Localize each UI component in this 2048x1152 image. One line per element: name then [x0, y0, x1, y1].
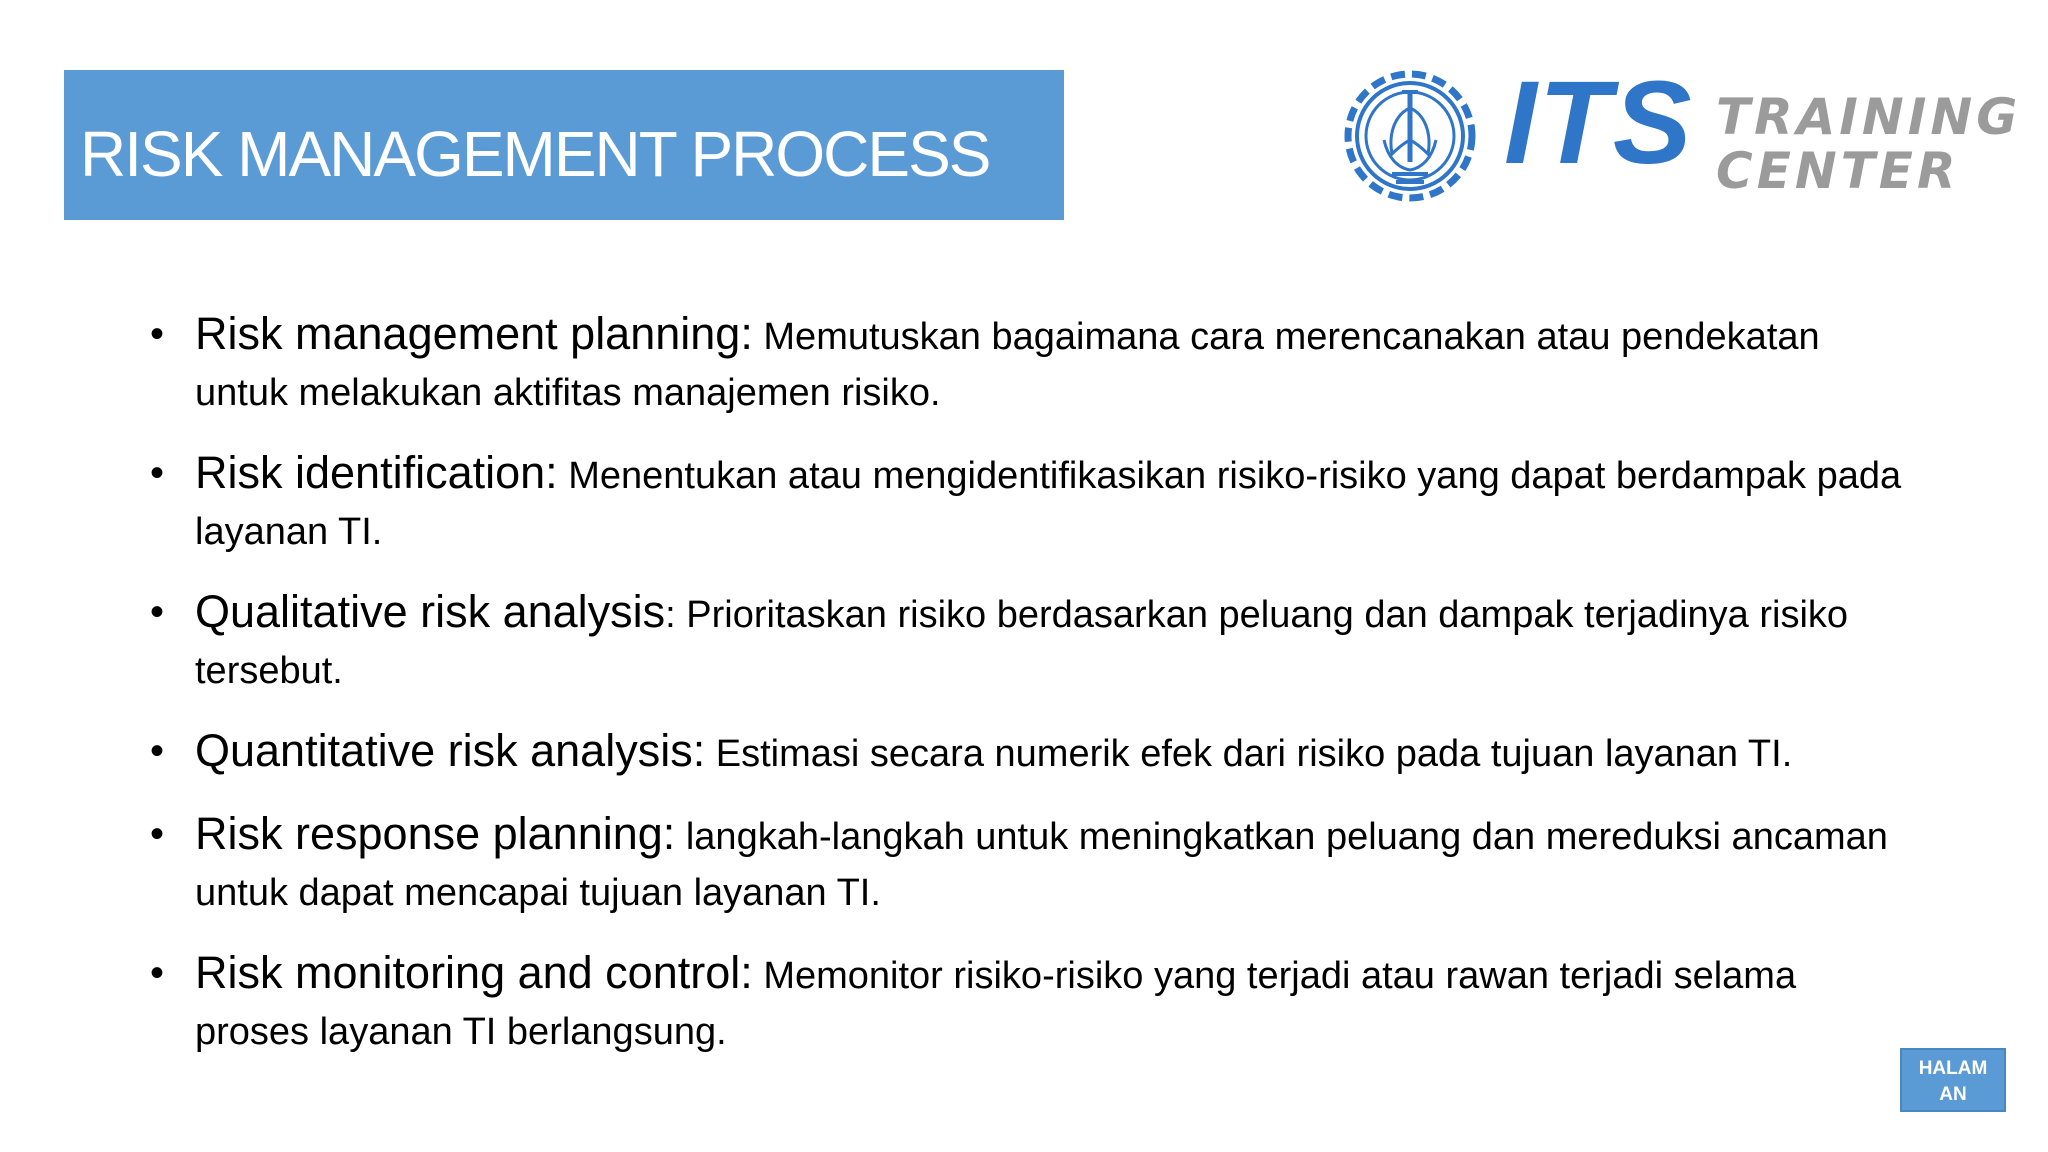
bullet-description: Estimasi secara numerik efek dari risiko pada tujuan layanan TI. [705, 733, 1793, 775]
logo-subtext-center: CENTER [1716, 142, 1960, 200]
bullet-icon: • [150, 590, 165, 634]
bullet-icon: • [150, 312, 165, 356]
bullet-icon: • [150, 729, 165, 773]
bullet-separator: : [692, 725, 706, 776]
bullet-description: Prioritaskan risiko berdasarkan peluang dan dampak terjadinya risiko tersebut. [195, 594, 1849, 692]
bullet-term: Risk management planning [195, 308, 741, 359]
title-banner [64, 70, 1064, 220]
list-item [150, 810, 1910, 925]
bullet-description: langkah-langkah untuk meningkatkan peluang dan mereduksi ancaman untuk dapat mencapai tujuan layanan TI. [195, 816, 1888, 914]
logo-subtext-training: TRAINING [1716, 88, 2022, 146]
list-item [150, 727, 1910, 786]
bullet-term: Risk response planning [195, 808, 663, 859]
bullet-icon: • [150, 451, 165, 495]
logo-wordmark: ITS [1504, 57, 1694, 189]
bullet-term: Risk identification [195, 447, 546, 498]
its-training-center-logo [1336, 57, 2022, 222]
bullet-icon: • [150, 812, 165, 856]
bullet-description: Memutuskan bagaimana cara merencanakan atau pendekatan untuk melakukan aktifitas manajemen risiko. [195, 316, 1820, 414]
list-item [150, 310, 1910, 425]
bullet-icon: • [150, 951, 165, 995]
list-item [150, 949, 1910, 1064]
bullet-description: Menentukan atau mengidentifikasikan risiko-risiko yang dapat berdampak pada layanan TI. [195, 455, 1902, 553]
bullet-term: Quantitative risk analysis [195, 725, 693, 776]
bullet-term: Risk monitoring and control [195, 947, 741, 998]
its-gear-emblem-icon [1336, 62, 1484, 210]
list-item [150, 588, 1910, 703]
bullet-list [150, 310, 1910, 1088]
bullet-separator: : [662, 808, 676, 859]
bullet-separator: : [665, 594, 676, 636]
slide-title: RISK MANAGEMENT PROCESS [80, 118, 990, 190]
bullet-term: Qualitative risk analysis [195, 586, 666, 637]
halaman-nav-button[interactable]: HALAMAN [1900, 1048, 2006, 1112]
list-item [150, 449, 1910, 564]
bullet-separator: : [545, 447, 558, 498]
bullet-separator: : [740, 308, 753, 359]
bullet-separator: : [740, 947, 753, 998]
bullet-description: Memonitor risiko-risiko yang terjadi atau rawan terjadi selama proses layanan TI berlangsung. [195, 955, 1797, 1053]
